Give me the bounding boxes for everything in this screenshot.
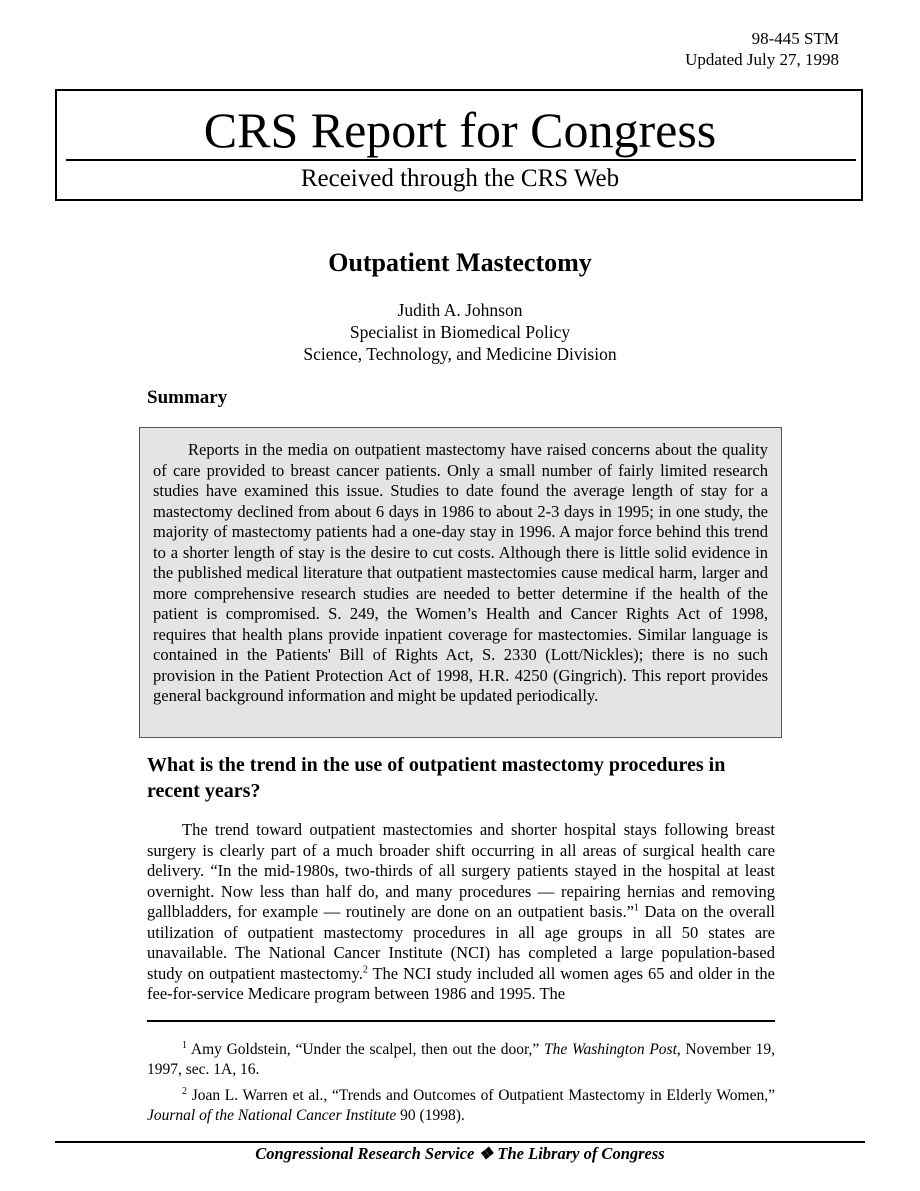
footer-text: Congressional Research Service ❖ The Library of Congress [255,1144,665,1163]
footnote-number-1: 1 [182,1039,187,1051]
updated-date: Updated July 27, 1998 [685,50,839,69]
document-id [685,28,839,70]
footnote-number-2: 2 [182,1085,187,1097]
footnote-1-journal: The Washington Post [543,1041,677,1058]
footnote-1-text-a: Amy Goldstein, “Under the scalpel, then out the door,” [187,1041,544,1058]
report-title: CRS Report for Congress [203,102,717,158]
footnote-2-text-a: Joan L. Warren et al., “Trends and Outcomes of Outpatient Mastectomy in Elderly Women,” [187,1087,775,1104]
author-block [0,299,920,365]
footnote-ref-1[interactable]: 1 [633,902,639,914]
report-number: 98-445 STM [751,29,839,48]
title-rule [66,159,856,161]
summary-box [139,427,782,738]
footer-rule [55,1141,865,1143]
section-heading: What is the trend in the use of outpatient mastectomy procedures in recent years? [147,754,726,802]
body-text-2: Data on the overall utilization of outpatient mastectomy procedures in all age groups in all 50 states are unavailable. The National Cancer Institute (NCI) has completed a large population-based study on outpatient mastectomy. [147,902,775,983]
footnote-2-journal: Journal of the National Cancer Institute [147,1107,397,1124]
summary-text: Reports in the media on outpatient mastectomy have raised concerns about the quality of care provided to breast cancer patients. Only a small number of fairly limited research studies have examined this issue. Studies to date found the average length of stay for a mastectomy declined from about 6 days in 1986 to about 2-3 days in 1995; in one study, the majority of mastectomy patients had a one-day stay in 1996. A major force behind this trend to a shorter length of stay is the desire to cut costs. Although there is little solid evidence in the published medical literature that outpatient mastectomies cause medical harm, larger and more comprehensive research studies are needed to better determine if the health of the patient is compromised. S. 249, the Women’s Health and Cancer Rights Act of 1998, requires that health plans provide inpatient coverage for mastectomies. Similar language is contained in the Patients' Bill of Rights Act, S. 2330 (Lott/Nickles); there is no such provision in the Patient Protection Act of 1998, H.R. 4250 (Gingrich). This report provides general background information and might be updated periodically. [153,440,768,705]
footnote-1 [147,1040,775,1080]
body-text-3: The NCI study included all women ages 65 and older in the fee-for-service Medicare program between 1986 and 1995. The [147,963,775,1003]
received-line: Received through the CRS Web [300,165,620,192]
author-division: Science, Technology, and Medicine Division [303,344,617,364]
document-title: Outpatient Mastectomy [328,248,592,277]
footnote-2-text-b: 90 (1998). [396,1107,465,1124]
author-position: Specialist in Biomedical Policy [349,322,571,342]
footnote-ref-2[interactable]: 2 [362,964,368,975]
summary-heading: Summary [147,387,228,408]
footnote-1-text-b: , November 19, 1997, sec. 1A, 16. [147,1041,775,1078]
body-text-1: The trend toward outpatient mastectomies and shorter hospital stays following breast surgery is clearly part of a much broader shift occurring in all areas of surgical health care delivery. “In the mid-1980s, two-thirds of all surgery patients stayed in the hospital at least overnight. Now less than half do, and many procedures — repairing hernias and removing gallbladders, for example — routinely are done on an outpatient basis.” [147,820,775,921]
footnote-2 [147,1086,775,1126]
author-name: Judith A. Johnson [397,300,523,320]
footnote-rule [147,1020,775,1022]
body-paragraph [147,820,775,1005]
